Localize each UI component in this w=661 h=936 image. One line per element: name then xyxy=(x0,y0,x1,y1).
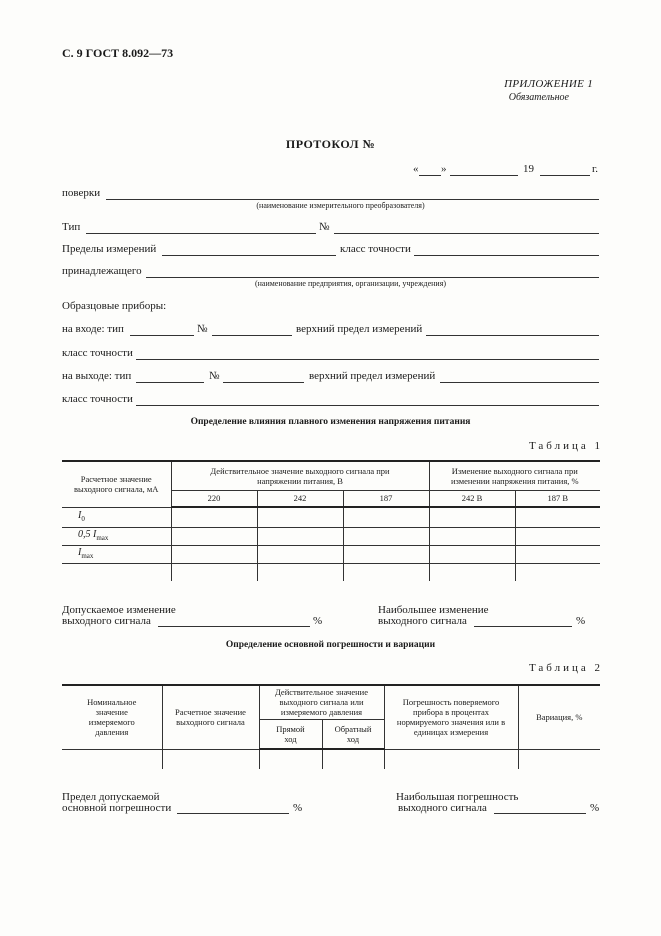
belonging-note: (наименование предприятия, организации, учреждения) xyxy=(254,279,447,288)
input-number-sign: № xyxy=(197,323,208,335)
section2-title: Определение основной погрешности и вариации xyxy=(225,640,436,650)
output-upper-limit-label: верхний предел измерений xyxy=(309,370,436,382)
summary1-right-percent: % xyxy=(576,615,586,627)
table2-col6-header: Вариация, % xyxy=(518,685,600,749)
table-cell[interactable] xyxy=(343,507,429,527)
table2-col2-header: Расчетное значение выходного сигнала xyxy=(162,685,259,749)
table1-col1-header: Расчетное значение выходного сигнала, мА xyxy=(62,461,171,507)
output-upper-limit-blank[interactable] xyxy=(440,382,599,383)
table-cell[interactable] xyxy=(429,545,515,563)
table-cell[interactable] xyxy=(171,507,257,527)
input-number-blank[interactable] xyxy=(212,335,292,336)
table-cell[interactable] xyxy=(429,507,515,527)
summary1-right-line1: Наибольшее изменение xyxy=(378,604,489,616)
table-cell[interactable] xyxy=(343,563,429,581)
table1-row-i0-label: $I_0$ xyxy=(62,507,171,527)
table2 xyxy=(62,684,600,769)
table-row xyxy=(62,507,600,527)
summary2-left-line2: основной погрешности xyxy=(62,802,172,814)
summary2-left-percent: % xyxy=(293,802,303,814)
verification-note: (наименование измерительного преобразователя) xyxy=(256,201,425,210)
table1-subheader-242: 242 xyxy=(257,490,343,507)
date-month-blank[interactable] xyxy=(450,175,518,176)
table-row xyxy=(62,749,600,769)
type-label: Тип xyxy=(62,221,81,233)
table2-forward-header: Прямой ход xyxy=(259,719,322,749)
output-accuracy-blank[interactable] xyxy=(136,405,599,406)
table-cell[interactable] xyxy=(515,527,600,545)
table-cell[interactable] xyxy=(171,527,257,545)
page-header: С. 9 ГОСТ 8.092—73 xyxy=(62,46,174,60)
input-type-blank[interactable] xyxy=(130,335,194,336)
belonging-blank[interactable] xyxy=(146,277,599,278)
table2-group-header: Действительное значение выходного сигнала или измеряемого давления xyxy=(259,685,384,719)
belonging-label: принадлежащего xyxy=(62,265,142,277)
measurement-limits-label: Пределы измерений xyxy=(62,243,157,255)
section1-title: Определение влияния плавного изменения напряжения питания xyxy=(190,417,471,427)
table-cell[interactable] xyxy=(343,545,429,563)
accuracy-class-label: класс точности xyxy=(340,243,411,255)
input-upper-limit-blank[interactable] xyxy=(426,335,599,336)
output-number-sign: № xyxy=(209,370,220,382)
table1-subheader-220: 220 xyxy=(171,490,257,507)
table1-subheader-242v: 242 В xyxy=(429,490,515,507)
table-cell[interactable] xyxy=(322,749,384,769)
table2-col5-header: Погрешность поверяемого прибора в процентах нормируемого значения или в единицах измерения xyxy=(384,685,518,749)
table1-row-half-imax-label: 0,5 $I_{max}$ xyxy=(62,527,171,545)
summary1-right-blank[interactable] xyxy=(474,626,572,627)
date-day-blank[interactable] xyxy=(419,175,441,176)
measurement-limits-blank[interactable] xyxy=(162,255,336,256)
table-cell[interactable] xyxy=(257,545,343,563)
summary2-right-percent: % xyxy=(590,802,600,814)
table-cell[interactable] xyxy=(171,545,257,563)
table-cell[interactable] xyxy=(162,749,259,769)
table-cell[interactable] xyxy=(343,527,429,545)
summary2-left-blank[interactable] xyxy=(177,813,289,814)
table-row xyxy=(62,545,600,563)
table-cell[interactable] xyxy=(62,749,162,769)
table-row xyxy=(62,563,600,581)
table1 xyxy=(62,460,600,581)
output-accuracy-label: класс точности xyxy=(62,393,133,405)
table1-group1-header: Действительное значение выходного сигнала при напряжении питания, В xyxy=(171,461,429,490)
verification-blank[interactable] xyxy=(106,199,599,200)
table-cell[interactable] xyxy=(515,563,600,581)
protocol-title: ПРОТОКОЛ № xyxy=(285,137,376,151)
table-cell[interactable] xyxy=(257,563,343,581)
summary1-left-line2: выходного сигнала xyxy=(62,615,151,627)
table-cell[interactable] xyxy=(384,749,518,769)
table-cell[interactable] xyxy=(515,507,600,527)
summary2-left-line1: Предел допускаемой xyxy=(62,791,160,803)
date-open-quote: « xyxy=(413,163,419,175)
accuracy-class-blank[interactable] xyxy=(414,255,599,256)
serial-number-blank[interactable] xyxy=(334,233,599,234)
appendix-status: Обязательное xyxy=(508,92,569,103)
input-upper-limit-label: верхний предел измерений xyxy=(296,323,423,335)
date-year-blank[interactable] xyxy=(540,175,590,176)
table1-label: Таблица 1 xyxy=(528,440,603,452)
output-type-blank[interactable] xyxy=(136,382,204,383)
table2-reverse-header: Обратный ход xyxy=(322,719,384,749)
table-cell[interactable] xyxy=(62,563,171,581)
table1-subheader-187: 187 xyxy=(343,490,429,507)
table1-row-imax-label: $I_{max}$ xyxy=(62,545,171,563)
input-accuracy-label: класс точности xyxy=(62,347,133,359)
table2-label: Таблица 2 xyxy=(528,662,603,674)
table-cell[interactable] xyxy=(259,749,322,769)
table1-group2-header: Изменение выходного сигнала при изменении напряжения питания, % xyxy=(429,461,600,490)
appendix-label: ПРИЛОЖЕНИЕ 1 xyxy=(504,78,593,90)
table-cell[interactable] xyxy=(518,749,600,769)
table-row xyxy=(62,527,600,545)
summary1-right-line2: выходного сигнала xyxy=(378,615,467,627)
summary2-right-line2: выходного сигнала xyxy=(398,802,487,814)
summary2-right-blank[interactable] xyxy=(494,813,586,814)
input-type-label: на входе: тип xyxy=(62,323,124,335)
number-sign: № xyxy=(319,221,330,233)
table-cell[interactable] xyxy=(171,563,257,581)
table-cell[interactable] xyxy=(429,527,515,545)
table2-col1-header: Номинальное значение измеряемого давления xyxy=(62,685,162,749)
date-year-suffix: г. xyxy=(592,163,599,175)
summary1-left-line1: Допускаемое изменение xyxy=(62,604,176,616)
table-cell[interactable] xyxy=(257,507,343,527)
output-number-blank[interactable] xyxy=(223,382,304,383)
summary1-left-blank[interactable] xyxy=(158,626,310,627)
summary1-left-percent: % xyxy=(313,615,323,627)
input-accuracy-blank[interactable] xyxy=(136,359,599,360)
verification-label: поверки xyxy=(62,187,101,199)
table1-subheader-187v: 187 В xyxy=(515,490,600,507)
table-cell[interactable] xyxy=(429,563,515,581)
date-close-quote: » xyxy=(441,163,447,175)
output-type-label: на выходе: тип xyxy=(62,370,132,382)
table-cell[interactable] xyxy=(515,545,600,563)
summary2-right-line1: Наибольшая погрешность xyxy=(396,791,519,803)
table-cell[interactable] xyxy=(257,527,343,545)
type-blank[interactable] xyxy=(86,233,316,234)
reference-devices-heading: Образцовые приборы: xyxy=(62,300,167,312)
date-year-prefix: 19 xyxy=(523,163,534,175)
